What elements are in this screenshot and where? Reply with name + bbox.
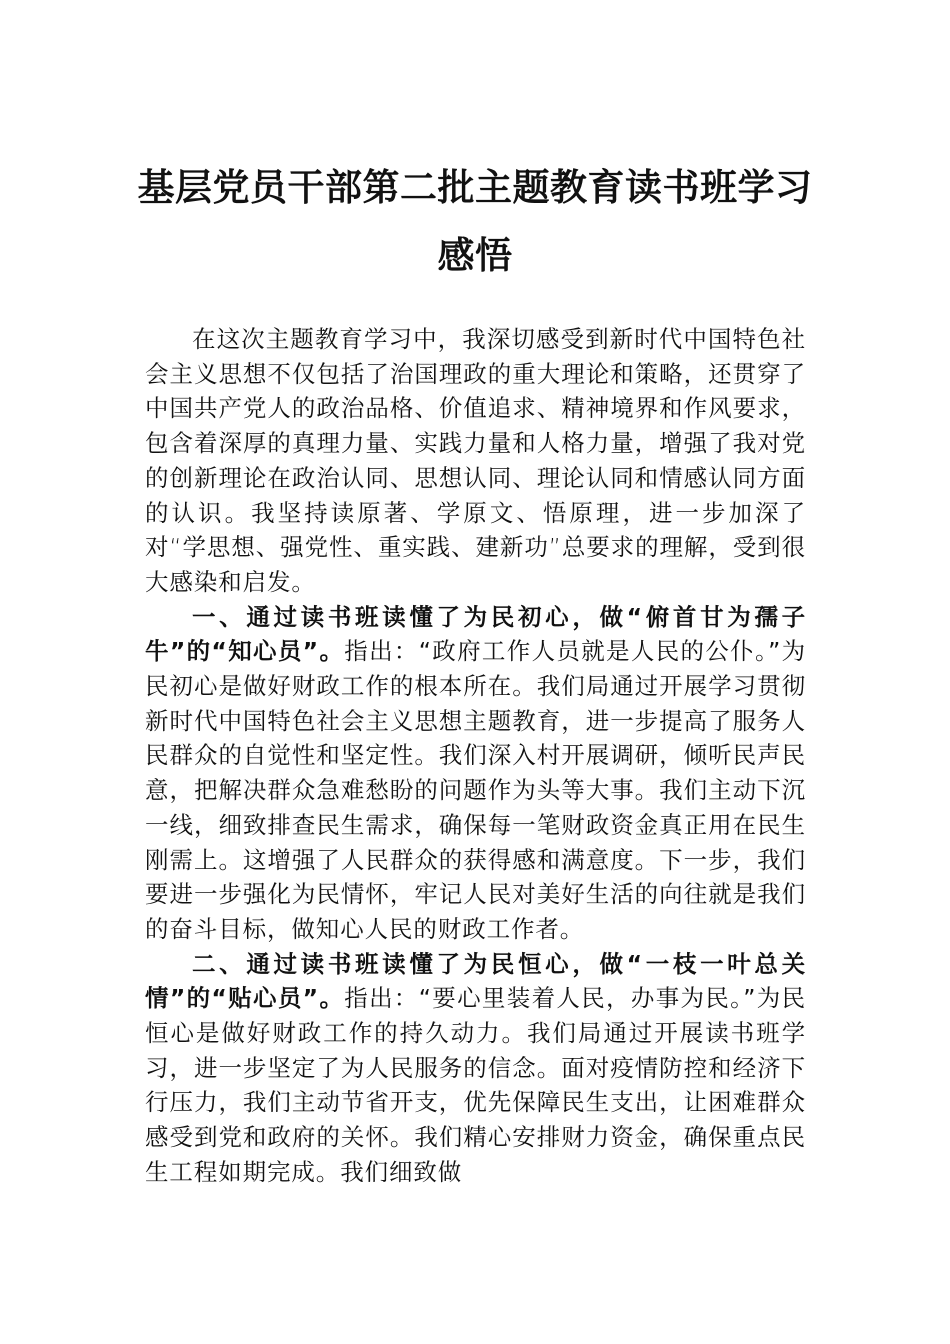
section-heading: 二、通过读书班读懂了为民恒心，做“一枝一叶总关情”的“贴心员”。 (145, 949, 806, 1013)
document-title (120, 153, 830, 289)
document-body (145, 322, 806, 1190)
title-line-2: 感悟 (437, 233, 513, 277)
intro-paragraph (145, 322, 806, 600)
paragraph-text: 指出：“政府工作人员就是人民的公仆。”为民初心是做好财政工作的根本所在。我们局通过开展学习贯彻新时代中国特色社会主义思想主题教育，进一步提高了服务人民群众的自觉性和坚定性。我们深入村开展调研，倾听民声民意，把解决群众急难愁盼的问题作为头等大事。我们主动下沉一线，细致排查民生需求，确保每一笔财政资金真正用在民生刚需上。这增强了人民群众的获得感和满意度。下一步，我们要进一步强化为民情怀，牢记人民对美好生活的向往就是我们的奋斗目标，做知心人民的财政工作者。 (145, 637, 806, 943)
title-line-1: 基层党员干部第二批主题教育读书班学习 (137, 165, 813, 209)
section-two-paragraph (145, 947, 806, 1190)
paragraph-text: 指出：“要心里装着人民，办事为民。”为民恒心是做好财政工作的持久动力。我们局通过开展读书班学习，进一步坚定了为人民服务的信念。面对疫情防控和经济下行压力，我们主动节省开支，优先保障民生支出，让困难群众感受到党和政府的关怀。我们精心安排财力资金，确保重点民生工程如期完成。我们细致做 (145, 984, 806, 1186)
section-one-paragraph (145, 600, 806, 947)
paragraph-text: 在这次主题教育学习中，我深切感受到新时代中国特色社会主义思想不仅包括了治国理政的重大理论和策略，还贯穿了中国共产党人的政治品格、价值追求、精神境界和作风要求，包含着深厚的真理力量、实践力量和人格力量，增强了我对党的创新理论在政治认同、思想认同、理论认同和情感认同方面的认识。我坚持读原著、学原文、悟原理，进一步加深了对“学思想、强党性、重实践、建新功”总要求的理解，受到很大感染和启发。 (145, 325, 806, 596)
section-heading: 一、通过读书班读懂了为民初心，做“俯首甘为孺子牛”的“知心员”。 (145, 602, 806, 666)
